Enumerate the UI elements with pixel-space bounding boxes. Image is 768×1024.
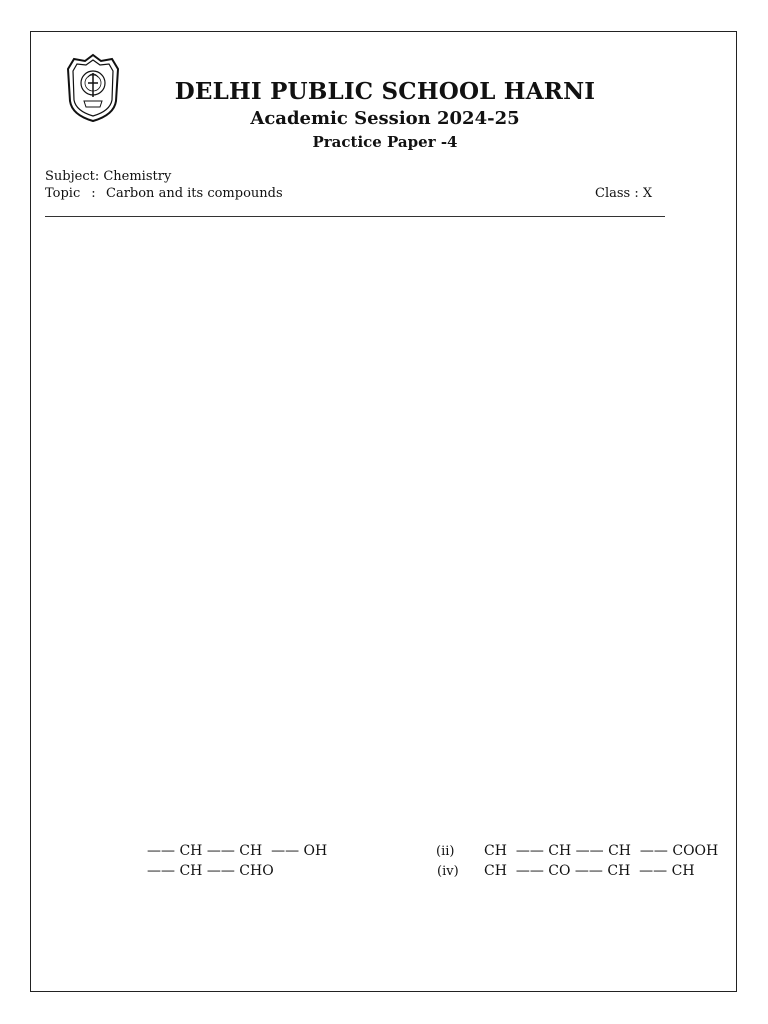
header-divider bbox=[45, 216, 665, 217]
topic-separator: : bbox=[91, 186, 96, 201]
academic-session: Academic Session 2024-25 bbox=[250, 108, 520, 129]
label-ii: (ii) bbox=[436, 844, 455, 859]
label-iv: (iv) bbox=[437, 864, 459, 879]
formula-i: —— CH —— CH —— OH bbox=[147, 843, 328, 859]
paper-title: Practice Paper -4 bbox=[312, 133, 458, 151]
topic-line bbox=[45, 186, 283, 201]
formula-iv: CH —— CO —— CH —— CH bbox=[484, 863, 695, 879]
topic-value: Carbon and its compounds bbox=[106, 186, 283, 201]
school-name: DELHI PUBLIC SCHOOL HARNI bbox=[174, 78, 596, 105]
formula-iii: —— CH —— CHO bbox=[147, 863, 274, 879]
formula-ii: CH —— CH —— CH —— COOH bbox=[484, 843, 719, 859]
class-line: Class : X bbox=[595, 186, 653, 201]
topic-label: Topic bbox=[45, 186, 81, 201]
subject-line: Subject: Chemistry bbox=[45, 169, 172, 184]
school-crest-icon bbox=[66, 53, 120, 123]
